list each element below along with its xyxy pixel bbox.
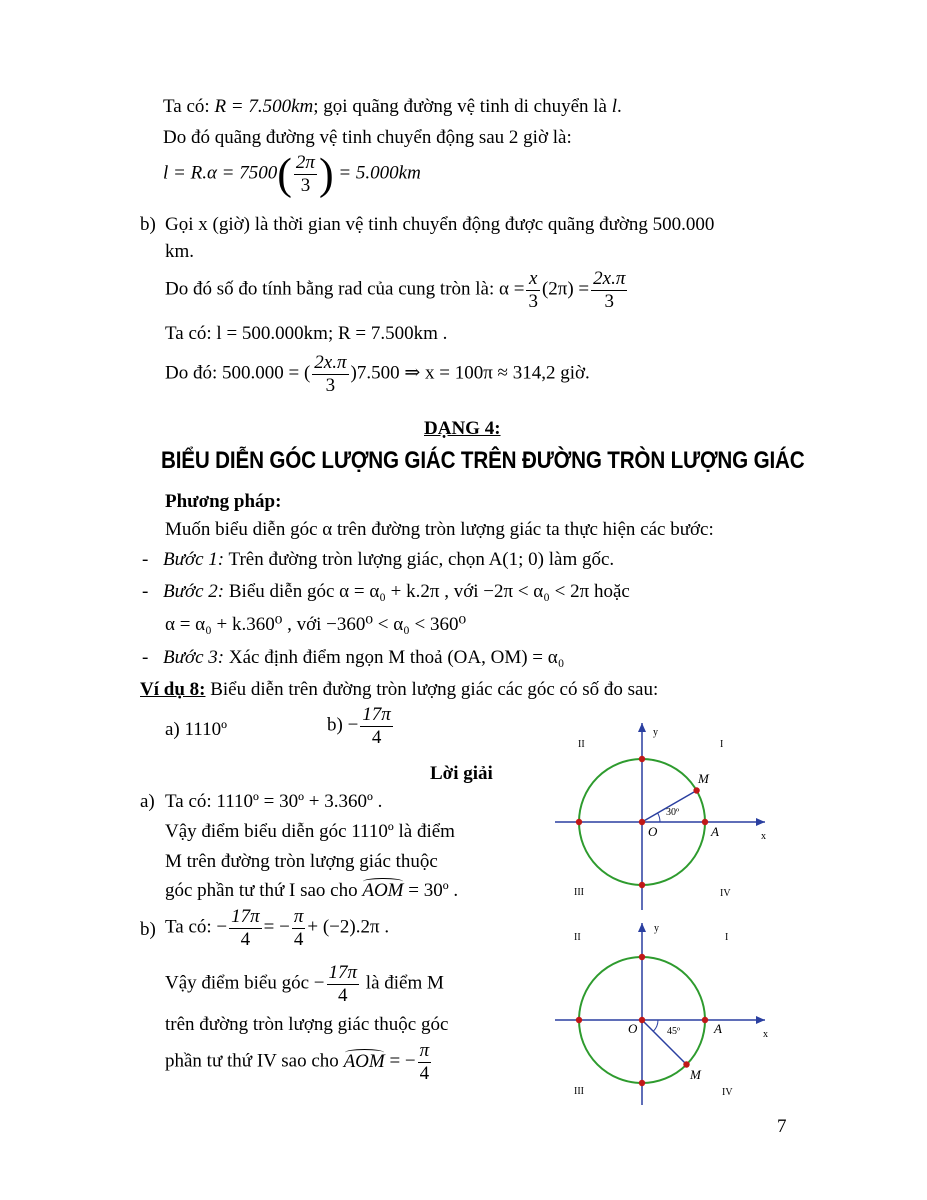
x-arrow-icon xyxy=(756,1016,765,1024)
step-2 xyxy=(163,581,630,604)
text-fragment: Do đó số đo tính bằng rad của cung tròn là: α = xyxy=(165,278,525,300)
angle-label: 45º xyxy=(667,1026,681,1037)
section-title: BIỂU DIỄN GÓC LƯỢNG GIÁC TRÊN ĐƯỜNG TRÒN LƯỢNG GIÁC xyxy=(161,447,805,474)
angle-arc-symbol: AOM xyxy=(343,1050,385,1072)
text-line: Gọi x (giờ) là thời gian vệ tinh chuyển động được quãng đường 500.000 xyxy=(165,214,715,235)
text-fragment: ; gọi quãng đường vệ tinh di chuyển là xyxy=(313,96,612,117)
bullet: - xyxy=(142,647,149,668)
text-line: km. xyxy=(165,241,195,262)
section-subtitle: DẠNG 4: xyxy=(424,418,501,439)
quadrant-2-label: II xyxy=(578,739,585,750)
y-arrow-icon xyxy=(638,723,646,732)
y-label: y xyxy=(654,923,659,934)
denominator: 3 xyxy=(528,290,538,312)
fraction xyxy=(591,268,627,313)
text-fragment: Ta có: − xyxy=(165,916,228,938)
angle-arc-symbol: AOM xyxy=(362,880,404,901)
m-label: M xyxy=(690,1067,701,1082)
example-heading xyxy=(140,679,658,702)
step-text: Xác định điểm ngọn M thoả (OA, OM) = α₀ xyxy=(224,647,565,668)
formula-line xyxy=(165,352,590,397)
formula-line xyxy=(165,906,389,951)
step-label: Bước 2: xyxy=(163,581,225,602)
bullet: - xyxy=(142,549,149,570)
text-fragment: Vậy điểm biểu góc − xyxy=(165,972,325,994)
text-line: Ta có: l = 500.000km; R = 7.500km . xyxy=(165,323,448,344)
solution-title: Lời giải xyxy=(430,763,493,784)
numerator: 2x.π xyxy=(593,268,626,289)
example-label: Ví dụ 8: xyxy=(140,679,206,700)
point-a xyxy=(702,819,708,825)
text-fragment: (2π) = xyxy=(541,278,590,300)
page-number: 7 xyxy=(777,1116,787,1137)
text-line xyxy=(165,880,458,903)
a-label: A xyxy=(711,824,719,839)
denominator: 3 xyxy=(300,174,311,196)
origin-label: O xyxy=(628,1021,638,1036)
origin-label: O xyxy=(648,824,658,839)
quadrant-3-label: III xyxy=(574,887,584,898)
text-fragment: + (−2).2π . xyxy=(307,916,390,938)
quadrant-3-label: III xyxy=(574,1086,584,1097)
method-label: Phương pháp: xyxy=(165,491,282,512)
angle-label: 30º xyxy=(666,807,680,818)
text-fragment: góc phần tư thứ I sao cho xyxy=(165,880,363,901)
quadrant-1-label: I xyxy=(720,739,724,750)
math-variable: l xyxy=(611,96,617,117)
text-line: Muốn biểu diễn góc α trên đường tròn lượng giác ta thực hiện các bước: xyxy=(165,519,714,540)
point-o xyxy=(639,819,645,825)
step-3 xyxy=(163,647,564,670)
step-2-continued: α = α₀ + k.360⁰ , với −360⁰ < α₀ < 360⁰ xyxy=(165,614,467,635)
example-item-a: a) 1110º xyxy=(165,719,227,740)
text-fragment: b) − xyxy=(327,714,359,736)
bullet: - xyxy=(142,581,149,602)
fraction xyxy=(294,152,317,197)
text-fragment: phần tư thứ IV sao cho xyxy=(165,1050,344,1072)
quadrant-4-label: IV xyxy=(722,1087,733,1098)
fraction xyxy=(312,352,348,397)
text-line: Ta có: 1110º = 30º + 3.360º . xyxy=(165,791,383,812)
angle-arc xyxy=(658,813,660,822)
point-bottom xyxy=(639,882,645,888)
text-line xyxy=(163,96,622,119)
point-bottom xyxy=(639,1080,645,1086)
point-left xyxy=(576,1017,582,1023)
point-top xyxy=(639,954,645,960)
point-top xyxy=(639,756,645,762)
denominator: 4 xyxy=(419,1062,430,1084)
text-fragment: )7.500 ⇒ x = 100π ≈ 314,2 giờ. xyxy=(350,362,590,384)
angle-arc xyxy=(653,1020,658,1031)
denominator: 3 xyxy=(604,290,614,312)
fraction xyxy=(229,906,262,951)
point-left xyxy=(576,819,582,825)
a-label: A xyxy=(714,1021,722,1036)
text-fragment: Ta có: xyxy=(163,96,215,117)
step-label: Bước 1: xyxy=(163,549,225,570)
math-expression: R = 7.500km xyxy=(214,96,314,117)
x-label: x xyxy=(761,831,766,842)
step-1 xyxy=(163,549,614,572)
denominator: 4 xyxy=(371,726,382,748)
formula-line xyxy=(163,149,421,199)
numerator: 2π xyxy=(295,152,315,173)
list-label: b) xyxy=(140,214,156,235)
text-line: Vậy điểm biểu diễn góc 1110º là điểm xyxy=(165,821,455,842)
x-arrow-icon xyxy=(756,818,765,826)
math-expression: = 5.000km xyxy=(338,162,421,184)
denominator: 4 xyxy=(240,928,251,950)
y-arrow-icon xyxy=(638,923,646,932)
numerator: 2x.π xyxy=(314,352,347,373)
fraction xyxy=(360,704,393,749)
unit-circle-figure-2 xyxy=(550,915,780,1110)
fraction xyxy=(292,906,306,951)
step-text: Biểu diễn góc α = α₀ + k.2π , với −2π < α₀ < 2π hoặc xyxy=(224,581,630,602)
quadrant-1-label: I xyxy=(725,932,729,943)
denominator: 4 xyxy=(338,984,348,1006)
numerator: 17π xyxy=(328,962,358,983)
paren-right: ) xyxy=(318,149,334,199)
denominator: 3 xyxy=(325,374,336,396)
numerator: 17π xyxy=(362,704,391,725)
formula-line xyxy=(165,1040,433,1085)
text-fragment: = 30º . xyxy=(403,880,459,901)
numerator: 17π xyxy=(231,906,260,927)
paren-left: ( xyxy=(277,149,292,199)
numerator: π xyxy=(293,906,304,927)
formula-line xyxy=(165,962,444,1007)
formula-line xyxy=(165,268,629,313)
fraction xyxy=(526,268,540,313)
list-label: a) xyxy=(140,791,155,812)
text-line: Do đó quãng đường vệ tinh chuyển động sau 2 giờ là: xyxy=(163,127,572,148)
point-o xyxy=(639,1017,645,1023)
quadrant-2-label: II xyxy=(574,932,581,943)
text-line: trên đường tròn lượng giác thuộc góc xyxy=(165,1014,449,1035)
example-item-b xyxy=(327,704,395,749)
point-m xyxy=(693,787,699,793)
text-fragment: = − xyxy=(263,916,290,938)
text-fragment: = − xyxy=(384,1050,416,1072)
step-label: Bước 3: xyxy=(163,647,225,668)
text-fragment: Do đó: 500.000 = ( xyxy=(165,362,311,384)
step-text: Trên đường tròn lượng giác, chọn A(1; 0) làm gốc. xyxy=(224,549,615,570)
y-label: y xyxy=(653,727,658,738)
fraction xyxy=(327,962,360,1007)
numerator: x xyxy=(526,268,540,291)
x-label: x xyxy=(763,1029,768,1040)
quadrant-4-label: IV xyxy=(720,888,731,899)
math-expression: l = R.α = 7500 xyxy=(163,162,278,184)
example-text: Biểu diễn trên đường tròn lượng giác các góc có số đo sau: xyxy=(205,679,659,700)
list-label: b) xyxy=(140,919,156,940)
text-line: M trên đường tròn lượng giác thuộc xyxy=(165,851,438,872)
point-m xyxy=(683,1061,689,1067)
fraction xyxy=(418,1040,432,1085)
unit-circle-figure-1 xyxy=(550,715,780,915)
numerator: π xyxy=(419,1040,430,1061)
text-fragment: là điểm M xyxy=(361,972,444,994)
text-fragment: . xyxy=(617,96,622,117)
m-label: M xyxy=(698,771,709,786)
point-a xyxy=(702,1017,708,1023)
denominator: 4 xyxy=(293,928,304,950)
